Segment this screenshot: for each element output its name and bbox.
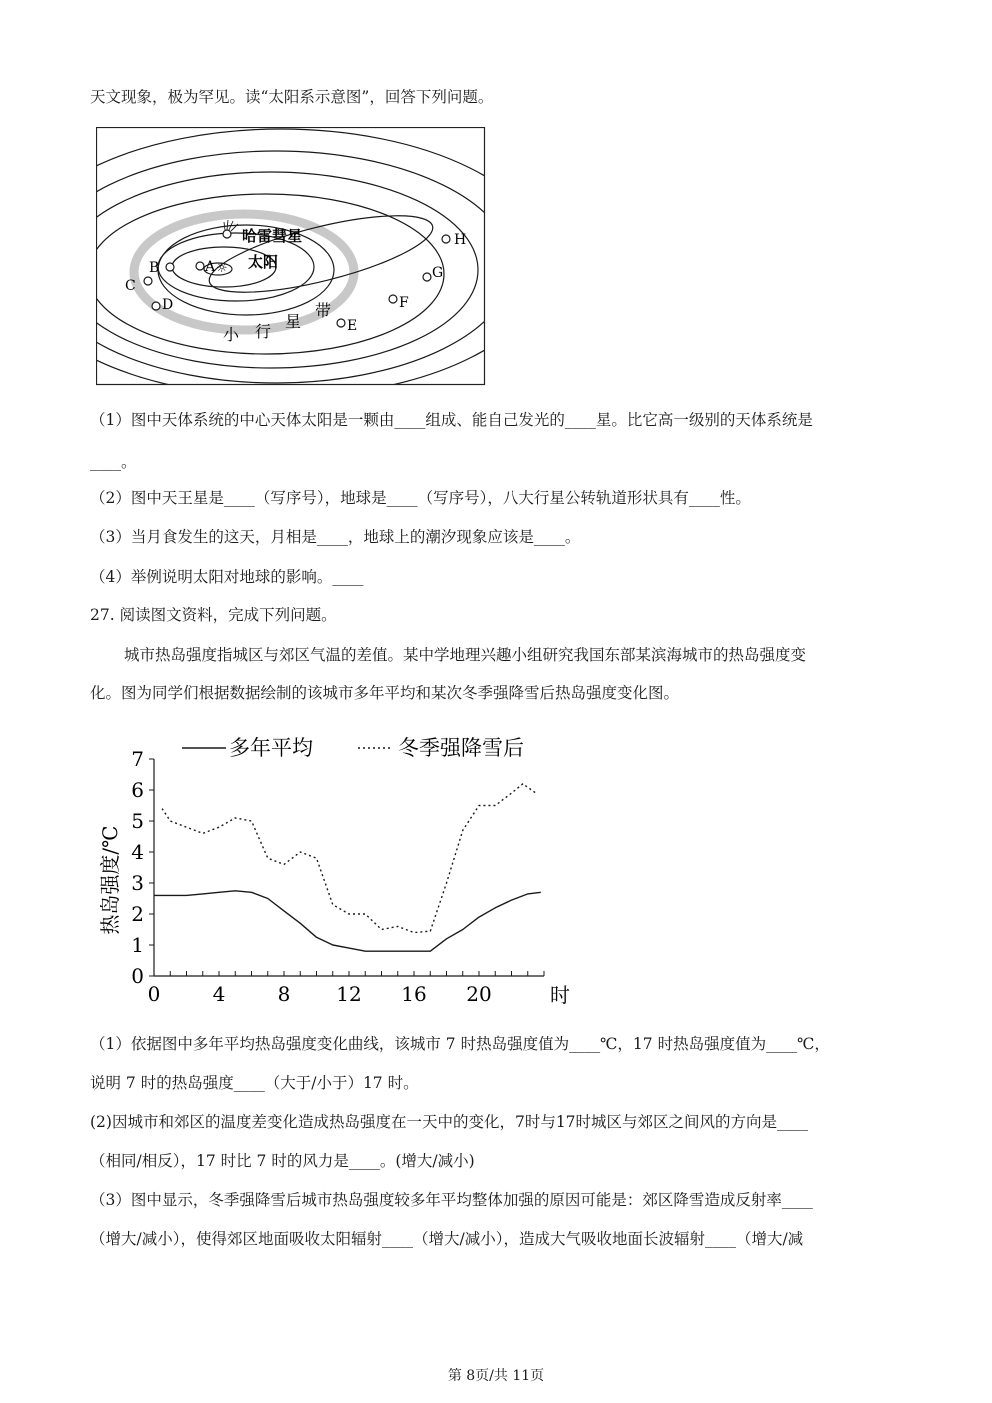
y-tick-label-4: 4 <box>131 840 144 864</box>
label-b: B <box>149 260 160 276</box>
label-belt-2: 行 <box>255 322 272 341</box>
planet-b-marker <box>166 263 174 271</box>
q26-part4: （4）举例说明太阳对地球的影响。____ <box>90 568 364 586</box>
x-tick-label-20: 20 <box>466 982 492 1006</box>
solar-system-svg <box>96 127 486 386</box>
planet-a-marker <box>196 262 204 270</box>
chart-axes <box>131 747 544 1006</box>
chart-series <box>154 784 541 951</box>
label-e: E <box>347 318 358 334</box>
intro-text: 天文现象，极为罕见。读“太阳系示意图”，回答下列问题。 <box>90 88 494 106</box>
planet-g-marker <box>423 273 431 281</box>
planet-d-marker <box>152 302 160 310</box>
q27-para-line1: 城市热岛强度指城区与郊区气温的差值。某中学地理兴趣小组研究我国东部某滨海城市的热岛强度变 <box>124 646 807 664</box>
series-line-snow <box>162 784 536 933</box>
q27-part3-line1: （3）图中显示，冬季强降雪后城市热岛强度较多年平均整体加强的原因可能是：郊区降雪造成反射率____ <box>90 1191 813 1209</box>
x-tick-label-0: 0 <box>147 982 161 1006</box>
label-halley: 哈雷彗星 <box>242 227 303 245</box>
label-h: H <box>454 232 467 248</box>
solar-system-figure <box>96 127 486 390</box>
label-a: A <box>205 259 216 275</box>
label-f: F <box>399 295 409 311</box>
heat-island-chart <box>96 728 586 1017</box>
halley-marker <box>223 230 231 238</box>
y-tick-label-5: 5 <box>131 809 144 833</box>
label-sun: 太阳 <box>248 253 279 271</box>
q27-para-line2: 化。图为同学们根据数据绘制的该城市多年平均和某次冬季强降雪后热岛强度变化图。 <box>90 684 680 702</box>
y-tick-label-3: 3 <box>131 871 144 895</box>
label-c: C <box>125 278 136 294</box>
label-g: G <box>432 265 444 281</box>
x-axis-title: 时 <box>550 983 570 1007</box>
y-tick-label-0: 0 <box>131 964 144 988</box>
label-belt-3: 星 <box>285 312 302 331</box>
q26-part2: （2）图中天王星是____（写序号），地球是____（写序号），八大行星公转轨道形状具有____性。 <box>90 489 751 507</box>
x-tick-label-16: 16 <box>401 982 427 1006</box>
figure-frame <box>97 128 485 385</box>
y-axis-title: 热岛强度/℃ <box>98 825 122 935</box>
y-tick-label-1: 1 <box>131 933 144 957</box>
planet-c-marker <box>144 277 152 285</box>
q27-part1-line1: （1）依据图中多年平均热岛强度变化曲线，该城市 7 时热岛强度值为____℃，17 时热岛强度值为____℃， <box>90 1035 830 1053</box>
y-tick-label-6: 6 <box>131 778 144 802</box>
label-d: D <box>162 297 174 313</box>
heat-island-chart-svg <box>96 728 586 1013</box>
q26-part1-line1: （1）图中天体系统的中心天体太阳是一颗由____组成、能自己发光的____星。比它高一级别的天体系统是 <box>90 411 813 429</box>
q27-part2-line1: (2)因城市和郊区的温度差变化造成热岛强度在一天中的变化，7时与17时城区与郊区之间风的方向是____ <box>90 1113 809 1131</box>
q26-part3: （3）当月食发生的这天，月相是____，地球上的潮汐现象应该是____。 <box>90 528 581 546</box>
x-tick-label-12: 12 <box>336 982 362 1006</box>
label-belt-4: 带 <box>315 301 332 320</box>
sun-icon: ☼ <box>216 261 228 276</box>
legend-solid-label: 多年平均 <box>229 736 313 760</box>
label-belt-1: 小 <box>223 325 240 344</box>
y-tick-label-2: 2 <box>131 902 144 926</box>
planet-e-marker <box>337 319 345 327</box>
y-tick-label-7: 7 <box>131 747 144 771</box>
q27-part1-line2: 说明 7 时的热岛强度____（大于/小于）17 时。 <box>90 1074 419 1092</box>
page-footer: 第 8页/共 11页 <box>447 1368 545 1384</box>
x-tick-label-4: 4 <box>212 982 226 1006</box>
q27-part2-line2: （相同/相反），17 时比 7 时的风力是____。(增大/减小) <box>90 1152 475 1170</box>
planet-h-marker <box>442 235 450 243</box>
q27-title: 27. 阅读图文资料，完成下列问题。 <box>90 606 337 624</box>
legend-dashed-label: 冬季强降雪后 <box>398 736 524 760</box>
q26-part1-line2: ____。 <box>90 453 137 471</box>
q27-part3-line2: （增大/减小），使得郊区地面吸收太阳辐射____（增大/减小），造成大气吸收地面长波辐射____（增大/减 <box>90 1230 804 1248</box>
x-tick-label-8: 8 <box>277 982 291 1006</box>
planet-f-marker <box>389 295 397 303</box>
series-line-average <box>154 891 541 951</box>
